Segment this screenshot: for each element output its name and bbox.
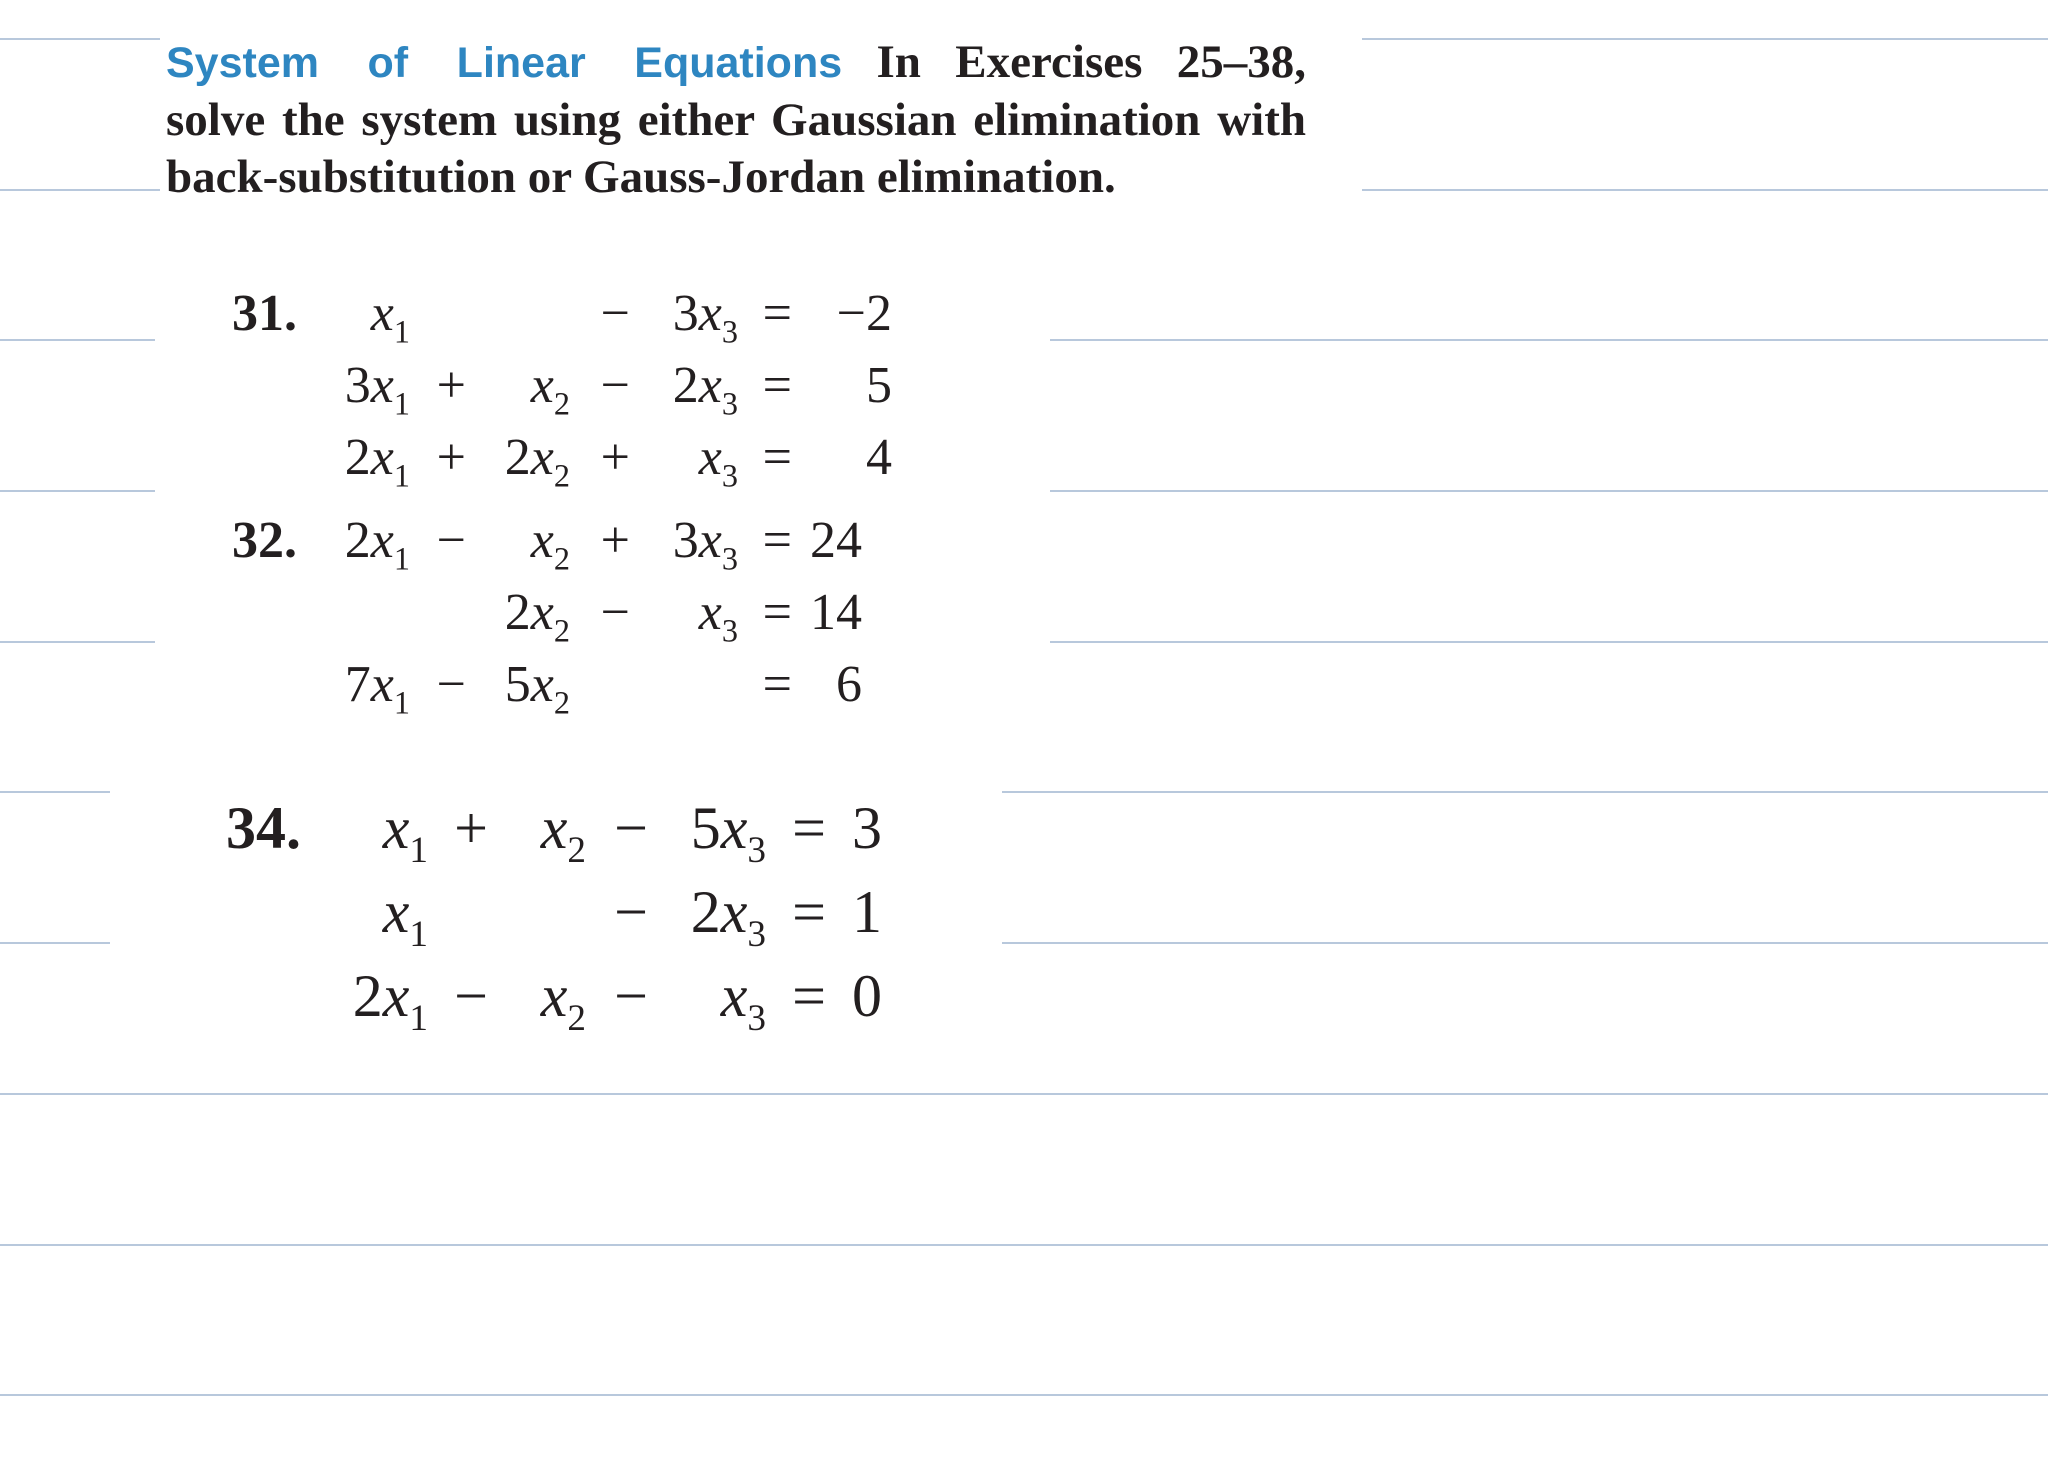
term-x2: $x_2$ [540,795,586,872]
operator: − [436,512,466,569]
term-x1: $2x_1$ [352,963,428,1040]
ruled-line [1362,38,2048,40]
equals-sign: = [792,963,826,1029]
ruled-line [1050,641,2048,643]
operator: + [454,795,488,861]
ruled-line [0,791,110,793]
ruled-line [0,1394,2048,1396]
exercise-instructions [166,34,1306,206]
equals-sign: = [762,429,792,486]
operator: − [454,963,488,1029]
constant: 4 [866,429,892,486]
term-x2: $2x_2$ [504,584,570,649]
instructions-text: solve the system using either Gaussian elimination with [166,94,1306,146]
term-x1: $x_1$ [382,879,428,956]
term-x1: $7x_1$ [344,656,410,721]
ruled-line [1050,490,2048,492]
ruled-line [0,1244,2048,1246]
equals-sign: = [762,512,792,569]
ruled-line [0,1093,2048,1095]
section-heading: System of Linear Equations [166,39,843,87]
operator: + [436,357,466,414]
term-x3: $2x_3$ [690,879,766,956]
term-x1: $2x_1$ [344,429,410,494]
constant: 5 [866,357,892,414]
constant: 3 [852,795,882,861]
ruled-line [1362,189,2048,191]
ruled-line [0,189,160,191]
equals-sign: = [792,879,826,945]
term-x2: $5x_2$ [504,656,570,721]
instructions-line [166,34,1306,92]
constant: 6 [836,656,862,713]
term-x2: $x_2$ [530,357,570,422]
term-x3: $x_3$ [720,963,766,1040]
term-x3: $2x_3$ [672,357,738,422]
term-x1: $3x_1$ [344,357,410,422]
operator: − [614,879,648,945]
term-x2: $2x_2$ [504,429,570,494]
term-x1: $x_1$ [370,285,410,350]
operator: − [600,285,630,342]
ruled-line [0,942,110,944]
operator: + [600,429,630,486]
constant: 24 [810,512,862,569]
exercise-number: 34. [226,795,301,861]
term-x3: $x_3$ [698,584,738,649]
constant: 14 [810,584,862,641]
equals-sign: = [762,656,792,713]
equals-sign: = [792,795,826,861]
term-x3: $3x_3$ [672,285,738,350]
ruled-line [0,641,155,643]
constant: −2 [836,285,892,342]
equals-sign: = [762,584,792,641]
term-x1: $2x_1$ [344,512,410,577]
instructions-text: back-substitution or Gauss-Jordan elimination. [166,151,1116,203]
operator: − [614,795,648,861]
term-x1: $x_1$ [382,795,428,872]
equals-sign: = [762,357,792,414]
instructions-text: In Exercises 25–38, [876,36,1307,88]
operator: − [436,656,466,713]
operator: − [600,357,630,414]
term-x3: $5x_3$ [690,795,766,872]
equals-sign: = [762,285,792,342]
exercise-number: 31. [232,285,297,342]
exercise-number: 32. [232,512,297,569]
ruled-line [0,490,155,492]
operator: − [614,963,648,1029]
term-x2: $x_2$ [530,512,570,577]
ruled-line [1002,791,2048,793]
constant: 0 [852,963,882,1029]
constant: 1 [852,879,882,945]
operator: + [436,429,466,486]
term-x3: $x_3$ [698,429,738,494]
ruled-line [0,339,155,341]
ruled-line [0,38,160,40]
term-x2: $x_2$ [540,963,586,1040]
ruled-line [1050,339,2048,341]
operator: + [600,512,630,569]
operator: − [600,584,630,641]
ruled-line [1002,942,2048,944]
term-x3: $3x_3$ [672,512,738,577]
